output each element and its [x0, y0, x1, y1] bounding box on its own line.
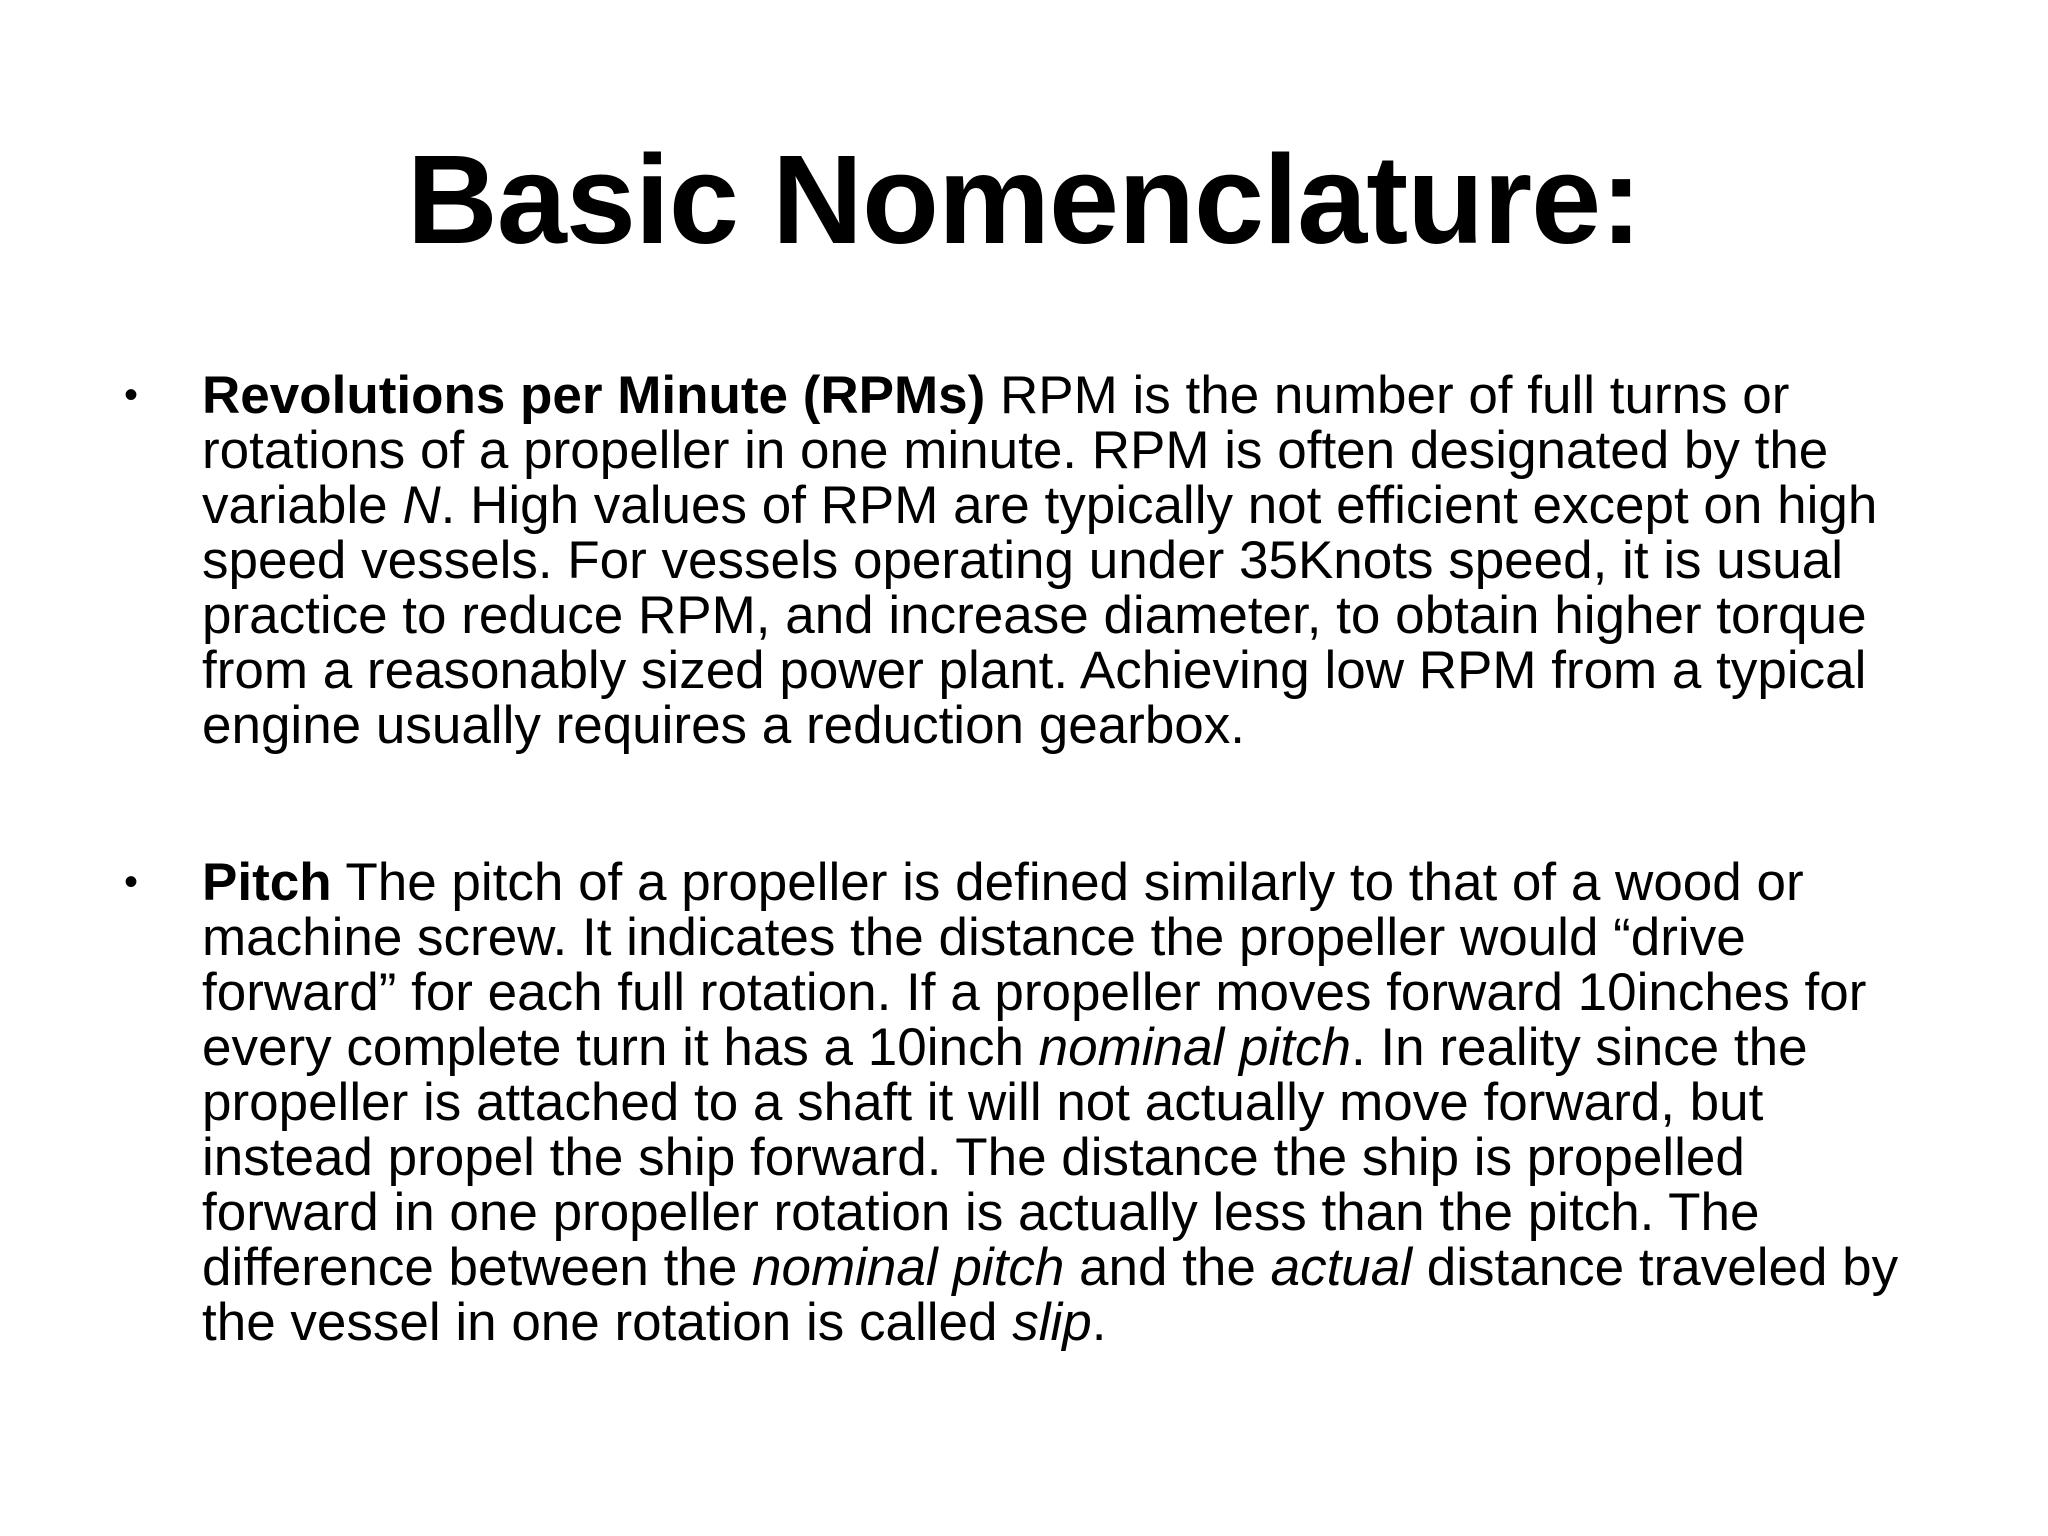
pitch-text-2: . In reality since the propeller is attached to a shaft it will not actually move forward, but instead propel the ship forward. The distance the ship is propelled forward in one propeller rotation is actually less than the pitch. The difference between the: [202, 1018, 1808, 1297]
pitch-italic-slip: slip: [1012, 1293, 1092, 1352]
pitch-text-1: The pitch of a propeller is defined similarly to that of a wood or machine screw. It indicates the distance the propeller would “drive forward” for each full rotation. If a propeller moves forward 10inches for every complete turn it has a 10inch: [202, 853, 1867, 1077]
slide-title: Basic Nomenclature:: [406, 129, 1642, 270]
pitch-text-5: .: [1091, 1293, 1107, 1352]
rpm-variable-n: N: [402, 476, 441, 535]
rpm-text-1: RPM is the number of full turns or rotations of a propeller in one minute. RPM is often designated by the variable: [202, 366, 1829, 535]
pitch-text-3: and the: [1064, 1238, 1271, 1297]
pitch-italic-nominal-pitch-2: nominal pitch: [752, 1238, 1065, 1297]
term-rpm: Revolutions per Minute (RPMs): [202, 366, 986, 425]
pitch-italic-actual: actual: [1270, 1238, 1413, 1297]
bullet-marker: •: [124, 860, 139, 904]
pitch-italic-nominal-pitch-1: nominal pitch: [1038, 1018, 1351, 1077]
bullet-item-pitch: [118, 855, 1948, 1350]
bullet-text-rpm: [202, 368, 1932, 753]
bullet-list: [118, 368, 1948, 1350]
rpm-text-2: . High values of RPM are typically not efficient except on high speed vessels. For vessels operating under 35Knots speed, it is usual practice to reduce RPM, and increase diameter, to obtain higher torque from a reasonably sized power plant. Achieving low RPM from a typical engine usually requires a reduction gearbox.: [202, 476, 1878, 755]
bullet-item-rpm: [118, 368, 1948, 753]
bullet-marker: •: [124, 373, 139, 417]
pitch-text-4: distance traveled by the vessel in one rotation is called: [202, 1238, 1899, 1352]
bullet-text-pitch: [202, 855, 1932, 1350]
term-pitch: Pitch: [202, 853, 332, 912]
